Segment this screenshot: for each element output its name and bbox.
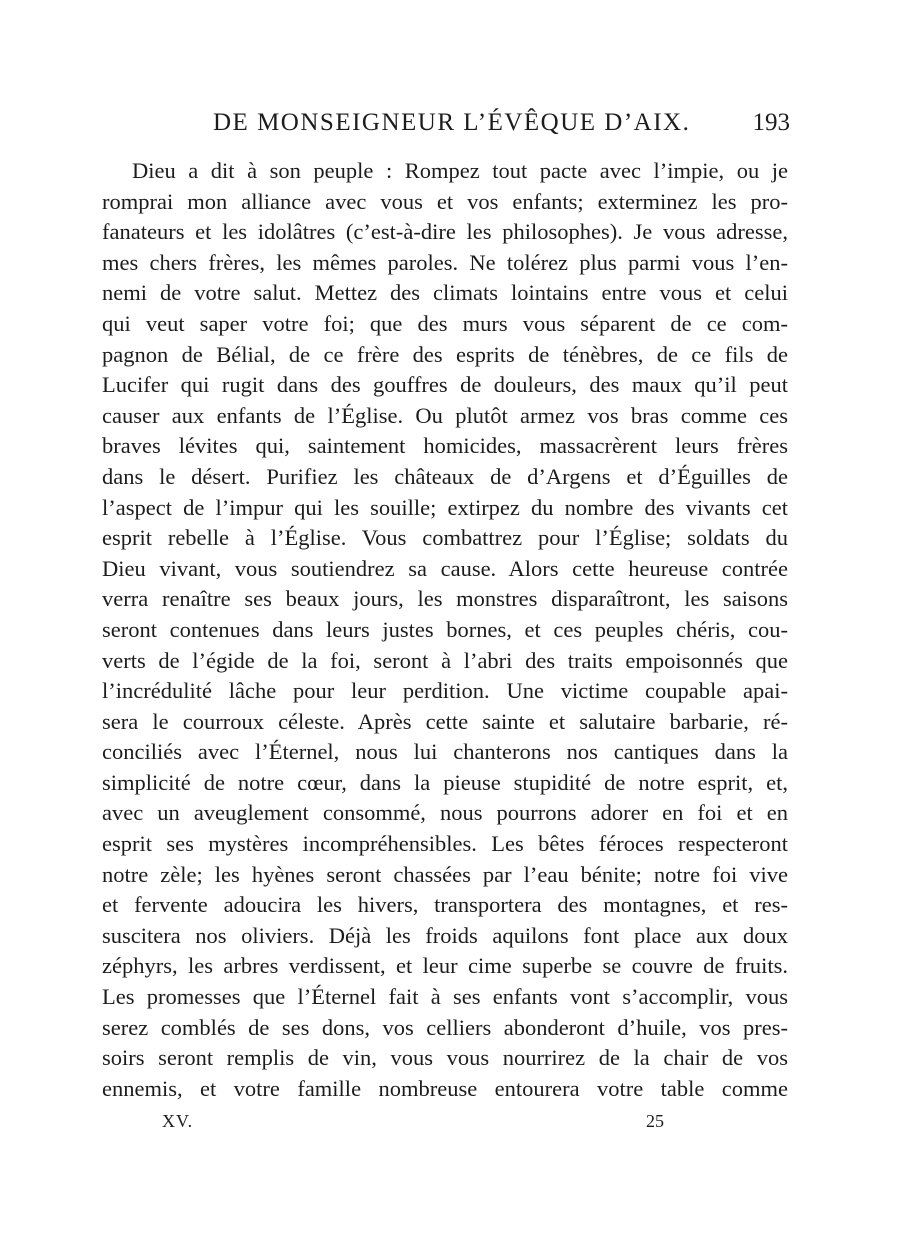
text-line: serez comblés de ses dons, vos celliers abonderont d’huile, vos pres- [102, 1014, 788, 1040]
text-line: notre zèle; les hyènes seront chassées par l’eau bénite; notre foi vive [102, 861, 788, 887]
text-line: l’aspect de l’impur qui les souille; extirpez du nombre des vivants cet [102, 494, 788, 520]
text-line: causer aux enfants de l’Église. Ou plutôt armez vos bras comme ces [102, 402, 788, 428]
running-title: DE MONSEIGNEUR L’ÉVÊQUE D’AIX. [213, 109, 691, 136]
running-header [100, 109, 790, 143]
text-line: mes chers frères, les mêmes paroles. Ne tolérez plus parmi vous l’en- [102, 249, 788, 275]
text-line: verra renaître ses beaux jours, les monstres disparaîtront, les saisons [102, 586, 788, 612]
text-line: verts de l’égide de la foi, seront à l’abri des traits empoisonnés que [102, 647, 788, 673]
text-line: dans le désert. Purifiez les châteaux de d’Argens et d’Éguilles de [102, 463, 788, 489]
text-line: seront contenues dans leurs justes bornes, et ces peuples chéris, cou- [102, 616, 788, 642]
text-line: et fervente adoucira les hivers, transportera des montagnes, et res- [102, 892, 788, 918]
sheet-number: 25 [646, 1111, 664, 1131]
page-number: 193 [752, 109, 790, 136]
text-line: sera le courroux céleste. Après cette sainte et salutaire barbarie, ré- [102, 708, 788, 734]
text-line: romprai mon alliance avec vous et vos enfants; exterminez les pro- [102, 188, 788, 214]
text-line: nemi de votre salut. Mettez des climats lointains entre vous et celui [102, 280, 788, 306]
text-line: avec un aveuglement consommé, nous pourrons adorer en foi et en [102, 800, 788, 826]
text-line: esprit ses mystères incompréhensibles. Les bêtes féroces respecteront [102, 831, 788, 857]
page-footer [100, 1111, 790, 1137]
body-text [102, 156, 788, 1104]
text-line: simplicité de notre cœur, dans la pieuse stupidité de notre esprit, et, [102, 769, 788, 795]
signature-mark: XV. [162, 1111, 194, 1131]
text-line: fanateurs et les idolâtres (c’est-à-dire les philosophes). Je vous adresse, [102, 219, 788, 245]
text-line: qui veut saper votre foi; que des murs vous séparent de ce com- [102, 310, 788, 336]
text-line: l’incrédulité lâche pour leur perdition. Une victime coupable apai- [102, 678, 788, 704]
text-line: Lucifer qui rugit dans des gouffres de douleurs, des maux qu’il peut [102, 372, 788, 398]
text-line: conciliés avec l’Éternel, nous lui chanterons nos cantiques dans la [102, 739, 788, 765]
text-line: Dieu vivant, vous soutiendrez sa cause. Alors cette heureuse contrée [102, 555, 788, 581]
text-line: ennemis, et votre famille nombreuse entourera votre table comme [102, 1075, 788, 1101]
text-line: esprit rebelle à l’Église. Vous combattrez pour l’Église; soldats du [102, 525, 788, 551]
text-line: soirs seront remplis de vin, vous vous nourrirez de la chair de vos [102, 1045, 788, 1071]
text-line: zéphyrs, les arbres verdissent, et leur cime superbe se couvre de fruits. [102, 953, 788, 979]
text-line: Dieu a dit à son peuple : Rompez tout pacte avec l’impie, ou je [132, 158, 788, 183]
text-line: braves lévites qui, saintement homicides, massacrèrent leurs frères [102, 433, 788, 459]
text-line: pagnon de Bélial, de ce frère des esprits de ténèbres, de ce fils de [102, 341, 788, 367]
text-line: suscitera nos oliviers. Déjà les froids aquilons font place aux doux [102, 922, 788, 948]
text-line: Les promesses que l’Éternel fait à ses enfants vont s’accomplir, vous [102, 984, 788, 1010]
